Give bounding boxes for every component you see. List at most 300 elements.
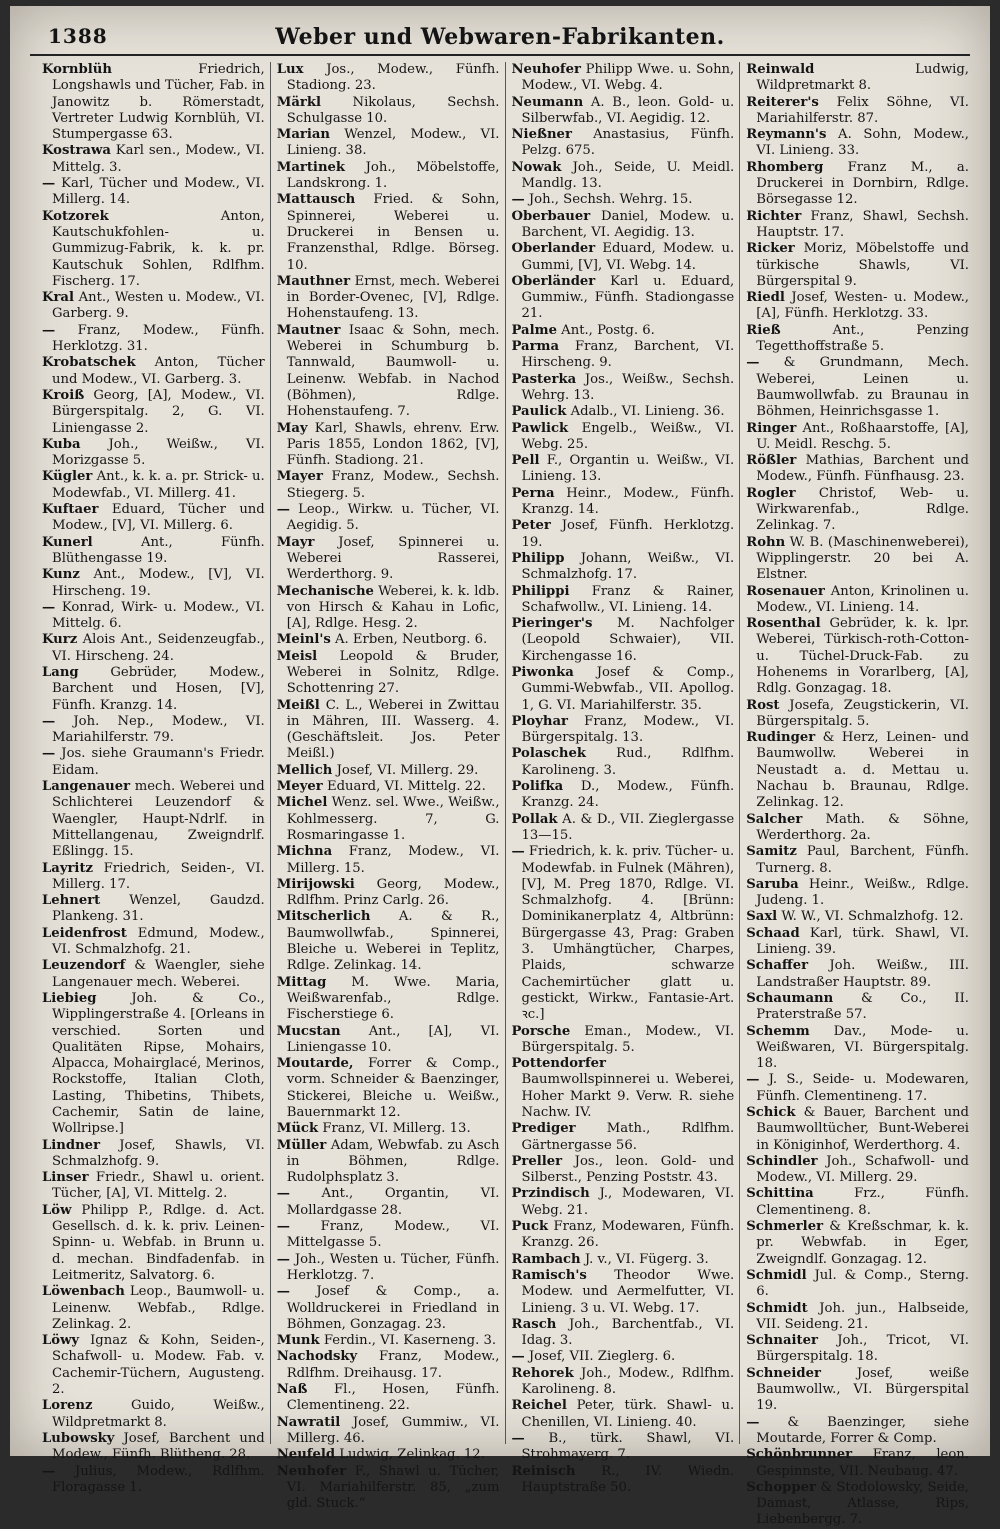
entry-name: Rößler — [746, 453, 797, 469]
entry-details: Joh. Weißw., III. Landstraßer Hauptstr. 89. — [756, 958, 969, 990]
directory-entry — [746, 698, 969, 731]
entry-details: Mathias, Barchent und Modew., Fünfh. Fünfhausg. 23. — [756, 453, 969, 485]
directory-entry — [746, 535, 969, 584]
entry-details: Anton, Kautschukfohlen- u. Gummizug-Fabrik, k. k. pr. Kautschuk Sohlen, Rdlfhm. Fischerg. 17. — [52, 208, 265, 289]
entry-details: Eduard, VI. Mittelg. 22. — [326, 779, 486, 795]
entry-name: Rogler — [746, 485, 796, 501]
entry-details: Franz, VI. Millerg. 13. — [322, 1121, 471, 1137]
entry-details: Friedrich, k. k. priv. Tücher- u. Modewfab. in Fulnek (Mähren), [V], M. Preg 1870, Rdlge. VI. Schmalzhofg. 4. [Brünn: Dominikanerplatz 4, Altbrünn: Bürgergasse 43, Prag: Graben 3. Umhängtücher, Charpes, Plaids, schwarze Cachemirtücher glatt u. gestickt, Wirkw., Fantasie-Art. ꝛc.] — [521, 844, 735, 1023]
entry-name: Schmerler — [746, 1219, 824, 1235]
directory-columns — [36, 62, 974, 1528]
directory-entry — [277, 1056, 500, 1121]
entry-name: Michel — [276, 795, 328, 811]
entry-details: Karl, türk. Shawl, VI. Linieng. 39. — [756, 925, 970, 958]
entry-details: Paul, Barchent, Fünfh. Turnerg. 8. — [756, 844, 969, 876]
directory-entry — [746, 844, 969, 877]
entry-name: Saruba — [746, 876, 799, 892]
entry-name: Rohn — [746, 534, 786, 550]
directory-entry — [512, 1398, 735, 1431]
entry-name: Rosenauer — [746, 583, 825, 599]
entry-details: A. & R., Baumwollwfab., Spinnerei, Bleiche u. Weberei in Teplitz, Rdlge. Zelinkag. 14. — [286, 909, 500, 974]
entry-details: Ferdin., VI. Kaserneng. 3. — [323, 1333, 497, 1349]
directory-entry — [512, 616, 735, 665]
entry-name: — — [746, 1414, 760, 1430]
entry-details: Franz, Modewaren, Fünfh. Kranzg. 26. — [521, 1219, 735, 1251]
entry-name: Lehnert — [42, 893, 101, 909]
entry-details: Gebrüder, k. k. lpr. Weberei, Türkisch-roth-Cotton- u. Tüchel-Druck-Fab. zu Hohenems in Vorarlberg, [A], Rdlg. Gonzagag. 18. — [756, 616, 969, 697]
entry-details: Math., Rdlfhm. Gärtnergasse 56. — [521, 1121, 735, 1153]
directory-entry — [746, 1154, 969, 1187]
entry-name: — — [511, 1349, 525, 1365]
entry-details: & Baenzinger, siehe Moutarde, Forrer & Comp. — [756, 1414, 969, 1446]
entry-details: Dav., Mode- u. Weißwaren, VI. Bürgerspitalg. 18. — [756, 1023, 969, 1072]
entry-name: Nießner — [511, 127, 572, 143]
directory-entry — [42, 632, 265, 665]
entry-details: Joh. & Co., Wipplingerstraße 4. [Orleans in verschied. Sorten und Qualitäten Ripse, Mohairs, Alpacca, Mohairglacé, Merinos, Rockstoffe, Italian Cloth, Lasting, Thibetins, Thibets, Cachemir, Satin de laine, Wollripse.] — [52, 990, 265, 1137]
entry-details: Josef, weiße Baumwollw., VI. Bürgerspital 19. — [756, 1365, 969, 1414]
entry-details: F., Organtin u. Weißw., VI. Linieng. 13. — [521, 453, 735, 485]
directory-entry — [512, 160, 735, 193]
entry-name: Ramisch's — [511, 1267, 587, 1283]
entry-details: Adalb., VI. Linieng. 36. — [570, 404, 725, 420]
entry-details: Edmund, Modew., VI. Schmalzhofg. 21. — [52, 925, 265, 958]
entry-details: W. W., VI. Schmalzhofg. 12. — [781, 909, 964, 925]
entry-name: — — [42, 322, 56, 338]
entry-details: Eduard, Modew. u. Gummi, [V], VI. Webg. 14. — [521, 241, 735, 273]
directory-entry — [746, 812, 969, 845]
entry-name: Lorenz — [42, 1398, 93, 1414]
directory-entry — [277, 127, 500, 160]
directory-entry — [42, 714, 265, 747]
directory-entry — [42, 1170, 265, 1203]
entry-name: Lindner — [42, 1137, 101, 1153]
entry-name: Mucstan — [276, 1023, 341, 1039]
entry-details: Joh., Tricot, VI. Bürgerspitalg. 18. — [756, 1333, 969, 1365]
entry-name: Oberbauer — [511, 208, 591, 224]
directory-entry — [746, 1366, 969, 1415]
directory-entry — [277, 649, 500, 698]
entry-details: Georg, Modew., Rdlfhm. Prinz Carlg. 26. — [286, 876, 500, 909]
page-header — [30, 20, 970, 56]
entry-name: Richter — [746, 208, 802, 224]
entry-name: Langenauer — [42, 779, 131, 795]
directory-entry — [746, 730, 969, 811]
entry-details: Joh., Weißw., VI. Morizgasse 5. — [52, 436, 265, 469]
directory-entry — [277, 1284, 500, 1333]
entry-name: Rehorek — [511, 1365, 574, 1381]
entry-details: Leop., Baumwoll- u. Leinenw. Webfab., Rdlge. Zelinkag. 2. — [52, 1284, 265, 1332]
directory-entry — [746, 877, 969, 910]
entry-name: Polifka — [511, 779, 564, 795]
directory-entry — [746, 127, 969, 160]
directory-entry — [512, 127, 735, 160]
entry-details: A. Erben, Neutborg. 6. — [335, 632, 488, 648]
entry-details: Jul. & Comp., Sterng. 6. — [756, 1267, 969, 1300]
entry-details: Konrad, Wirk- u. Modew., VI. Mittelg. 6. — [52, 599, 265, 632]
entry-name: Mauthner — [276, 273, 351, 289]
directory-entry — [42, 958, 265, 991]
entry-name: — — [276, 1186, 290, 1202]
directory-entry — [42, 600, 265, 633]
entry-details: Julius, Modew., Rdlfhm. Floragasse 1. — [52, 1463, 265, 1495]
entry-name: Meißl — [276, 697, 320, 713]
entry-name: Linser — [42, 1170, 89, 1186]
directory-entry — [42, 1464, 265, 1497]
directory-entry — [512, 372, 735, 405]
entry-name: Przindisch — [511, 1186, 590, 1202]
entry-name: Schindler — [746, 1153, 818, 1169]
directory-entry — [277, 779, 500, 795]
directory-entry — [42, 567, 265, 600]
entry-details: Josef & Comp., Gummi-Webwfab., VII. Apollog. 1, G. VI. Mariahilferstr. 35. — [521, 664, 735, 713]
entry-name: Oberlander — [511, 241, 596, 257]
entry-name: — — [42, 1463, 56, 1479]
entry-name: Pieringer's — [511, 616, 593, 632]
entry-details: Franz, Modew., Fünfh. Herklotzg. 31. — [52, 322, 265, 355]
entry-name: — — [511, 192, 525, 208]
entry-name: Neufeld — [276, 1447, 336, 1463]
entry-details: Jos., Modew., Fünfh. Stadiong. 23. — [286, 62, 500, 94]
directory-entry — [512, 323, 735, 339]
directory-entry — [746, 1024, 969, 1073]
directory-entry — [277, 469, 500, 502]
entry-name: Mechanische — [276, 583, 374, 599]
entry-name: Mück — [276, 1121, 319, 1137]
entry-name: Ricker — [746, 241, 795, 257]
entry-details: Guido, Weißw., Wildpretmarkt 8. — [52, 1398, 265, 1430]
entry-name: Löwenbach — [42, 1284, 125, 1300]
entry-details: J. S., Seide- u. Modewaren, Fünfh. Clementineng. 17. — [756, 1072, 969, 1104]
entry-name: Lux — [276, 62, 304, 77]
entry-name: Kuftaer — [42, 502, 99, 518]
entry-details: Anton, Krinolinen u. Modew., VI. Linieng. 14. — [756, 583, 969, 615]
directory-entry — [512, 551, 735, 584]
entry-details: D., Modew., Fünfh. Kranzg. 24. — [521, 779, 735, 811]
directory-entry — [746, 584, 969, 617]
directory-entry — [746, 958, 969, 991]
entry-details: Ant., Postg. 6. — [561, 322, 655, 338]
entry-details: Heinr., Weißw., Rdlge. Judeng. 1. — [756, 876, 969, 909]
entry-name: Reinisch — [511, 1463, 576, 1479]
entry-name: — — [276, 1251, 290, 1267]
directory-entry — [746, 1415, 969, 1448]
directory-entry — [42, 893, 265, 926]
directory-entry — [512, 1317, 735, 1350]
directory-entry — [746, 62, 969, 95]
entry-name: Prediger — [511, 1121, 576, 1137]
entry-name: — — [276, 502, 290, 518]
directory-entry — [746, 1105, 969, 1154]
directory-entry — [512, 665, 735, 714]
directory-entry — [42, 290, 265, 323]
entry-name: Palme — [511, 322, 557, 338]
entry-details: Friedr., Shawl u. orient. Tücher, [A], VI. Mittelg. 2. — [52, 1170, 265, 1202]
entry-details: Weberei, k. k. ldb. von Hirsch & Kahau in Lofic, [A], Rdlge. Hesg. 2. — [286, 583, 500, 632]
entry-name: Meyer — [276, 779, 323, 795]
entry-name: — — [42, 713, 56, 729]
directory-entry — [42, 143, 265, 176]
directory-entry — [277, 877, 500, 910]
directory-entry — [277, 1447, 500, 1463]
entry-details: Eduard, Tücher und Modew., [V], VI. Millerg. 6. — [52, 502, 265, 534]
entry-name: Schaffer — [746, 958, 809, 974]
entry-details: Gebrüder, Modew., Barchent und Hosen, [V], Fünfh. Kranzg. 14. — [52, 664, 265, 713]
entry-details: Joh., Sechsh. Wehrg. 15. — [528, 192, 693, 208]
directory-entry — [277, 1415, 500, 1448]
entry-name: Riedl — [746, 290, 785, 306]
entry-name: Peter — [511, 518, 551, 534]
entry-name: Schnaiter — [746, 1333, 818, 1349]
entry-name: Reymann's — [746, 127, 827, 143]
entry-details: Joh. jun., Halbseide, VII. Seideng. 21. — [756, 1300, 969, 1332]
entry-name: Ringer — [746, 420, 797, 436]
entry-name: Neuhofer — [511, 62, 581, 77]
entry-name: Rosenthal — [746, 616, 821, 632]
directory-entry — [512, 584, 735, 617]
entry-name: Puck — [511, 1219, 549, 1235]
entry-details: Franz, Modew., VI. Bürgerspitalg. 13. — [521, 713, 735, 746]
entry-name: Reinwald — [746, 62, 815, 77]
directory-entry — [277, 795, 500, 844]
directory-entry — [746, 209, 969, 242]
directory-entry — [277, 421, 500, 470]
directory-entry — [42, 1203, 265, 1284]
entry-details: R., IV. Wiedn. Hauptstraße 50. — [521, 1463, 735, 1495]
entry-details: Josef, Shawls, VI. Schmalzhofg. 9. — [52, 1137, 265, 1169]
entry-details: Engelb., Weißw., VI. Webg. 25. — [521, 420, 735, 452]
entry-name: Preller — [511, 1153, 563, 1169]
entry-name: Nowak — [511, 159, 562, 175]
directory-entry — [42, 388, 265, 437]
entry-details: Joh., Barchentfab., VI. Idag. 3. — [521, 1316, 735, 1349]
entry-details: J. v., VI. Fügerg. 3. — [584, 1251, 709, 1267]
directory-entry — [512, 1366, 735, 1399]
entry-details: C. L., Weberei in Zwittau in Mähren, III. Wasserg. 4. (Geschäftsleit. Jos. Peter Meißl.) — [286, 697, 500, 762]
entry-name: Schemm — [746, 1023, 810, 1039]
directory-entry — [512, 486, 735, 519]
entry-details: F., Shawl u. Tücher, VI. Mariahilferstr. 85, „zum gld. Stuck.“ — [286, 1463, 500, 1512]
entry-details: & Herz, Leinen- und Baumwollw. Weberei in Neustadt a. d. Mettau u. Nachau b. Braunau, Rdlge. Zelinkag. 12. — [756, 730, 969, 811]
entry-details: & Kreßschmar, k. k. pr. Webwfab. in Eger, Zweigndlf. Gonzagag. 12. — [756, 1219, 969, 1267]
entry-name: Martinek — [276, 159, 346, 175]
directory-entry — [512, 421, 735, 454]
entry-name: Oberländer — [511, 273, 596, 289]
entry-name: — — [42, 599, 56, 615]
entry-details: Josefa, Zeugstickerin, VI. Bürgerspitalg. 5. — [756, 697, 969, 729]
entry-details: Friedrich, Longshawls und Tücher, Fab. in Janowitz b. Römerstadt, Vertreter Ludwig Kornblüh, VI. Stumpergasse 63. — [52, 62, 265, 143]
entry-details: Jos. siehe Graumann's Friedr. Eidam. — [52, 746, 265, 778]
entry-name: Rost — [746, 697, 780, 713]
directory-entry — [512, 209, 735, 242]
directory-entry — [746, 909, 969, 925]
entry-details: B., türk. Shawl, VI. Strohmayerg. 7. — [521, 1430, 735, 1463]
directory-entry — [277, 160, 500, 193]
entry-name: Schaad — [746, 925, 800, 941]
directory-entry — [746, 453, 969, 486]
entry-name: May — [276, 420, 308, 436]
entry-name: Meinl's — [276, 632, 331, 648]
entry-name: Müller — [276, 1137, 327, 1153]
entry-details: Heinr., Modew., Fünfh. Kranzg. 14. — [521, 485, 735, 518]
entry-details: Jos., leon. Gold- und Silberst., Penzing Poststr. 43. — [521, 1153, 735, 1186]
entry-details: Isaac & Sohn, mech. Weberei in Schumburg b. Tannwald, Baumwoll- u. Leinenw. Webfab. in Nachod (Böhmen), Rdlge. Hohenstaufeng. 7. — [286, 322, 500, 420]
directory-page — [10, 6, 990, 1528]
entry-details: A. B., leon. Gold- u. Silberwfab., VI. Aegidig. 12. — [521, 94, 735, 126]
directory-entry — [512, 1219, 735, 1252]
entry-details: Friedrich, Seiden-, VI. Millerg. 17. — [52, 860, 265, 892]
directory-entry — [277, 844, 500, 877]
directory-entry — [42, 1138, 265, 1171]
entry-name: Krobatschek — [42, 355, 136, 371]
directory-entry — [512, 339, 735, 372]
directory-entry — [277, 1219, 500, 1252]
entry-name: Liebieg — [42, 990, 97, 1006]
entry-details: Rud., Rdlfhm. Karolineng. 3. — [521, 746, 735, 778]
entry-details: Karl u. Eduard, Gummiw., Fünfh. Stadiongasse 21. — [521, 273, 735, 322]
entry-details: Moriz, Möbelstoffe und türkische Shawls, VI. Bürgerspital 9. — [756, 241, 969, 289]
directory-entry — [512, 1268, 735, 1317]
entry-name: Märkl — [276, 94, 321, 110]
directory-entry — [746, 991, 969, 1024]
entry-name: Leidenfrost — [42, 925, 127, 941]
directory-entry — [746, 160, 969, 209]
entry-details: Peter, türk. Shawl- u. Chenillen, VI. Linieng. 40. — [521, 1398, 735, 1430]
entry-details: Adam, Webwfab. zu Asch in Böhmen, Rdlge. Rudolphsplatz 3. — [286, 1137, 500, 1186]
entry-details: Franz M., a. Druckerei in Dornbirn, Rdlge. Börsegasse 12. — [756, 159, 969, 208]
entry-details: Philipp Wwe. u. Sohn, Modew., VI. Webg. 4. — [521, 62, 735, 94]
entry-details: A. Sohn, Modew., VI. Linieng. 33. — [756, 127, 969, 159]
entry-details: Ignaz & Kohn, Seiden-, Schafwoll- u. Modew. Fab. v. Cachemir-Tüchern, Augusteng. 2. — [52, 1333, 265, 1398]
directory-column-2 — [270, 62, 505, 1512]
entry-name: Schönbrunner — [746, 1447, 853, 1463]
directory-entry — [277, 95, 500, 128]
entry-details: Nikolaus, Sechsh. Schulgasse 10. — [286, 94, 500, 126]
entry-details: Math. & Söhne, Werderthorg. 2a. — [756, 811, 969, 843]
directory-entry — [512, 518, 735, 551]
entry-name: Kroiß — [42, 387, 85, 403]
entry-details: Forrer & Comp., vorm. Schneider & Baenzinger, Stickerei, Bleiche u. Weißw., Bauernmarkt 12. — [286, 1056, 500, 1120]
entry-name: Rasch — [511, 1316, 557, 1332]
entry-name: Saxl — [746, 909, 778, 925]
entry-name: Marian — [276, 127, 330, 143]
entry-name: Mirijowski — [276, 876, 355, 892]
directory-entry — [42, 176, 265, 209]
directory-entry — [512, 779, 735, 812]
entry-name: Nawratil — [276, 1414, 341, 1430]
directory-entry — [512, 404, 735, 420]
entry-details: Ernst, mech. Weberei in Border-Ovenec, [V], Rdlge. Hohenstaufeng. 13. — [286, 273, 500, 322]
directory-entry — [746, 616, 969, 697]
entry-details: Anton, Tücher und Modew., VI. Garberg. 3. — [52, 355, 265, 387]
entry-name: Mautner — [276, 322, 341, 338]
directory-entry — [746, 1301, 969, 1334]
directory-entry — [42, 323, 265, 356]
directory-entry — [277, 323, 500, 421]
directory-column-4 — [739, 62, 974, 1528]
entry-name: Polaschek — [511, 746, 586, 762]
directory-entry — [512, 62, 735, 95]
directory-entry — [277, 274, 500, 323]
entry-details: & Grundmann, Mech. Weberei, Leinen u. Baumwollwfab. zu Braunau in Böhmen, Heinrichsgasse 1. — [756, 355, 969, 420]
entry-name: Kostrawa — [42, 143, 111, 159]
directory-entry — [42, 665, 265, 714]
entry-details: Fl., Hosen, Fünfh. Clementineng. 22. — [286, 1382, 500, 1414]
entry-name: Perna — [511, 485, 555, 501]
entry-details: Josef, Fünfh. Herklotzg. 19. — [521, 518, 735, 550]
entry-details: Franz, Barchent, VI. Hirscheng. 9. — [521, 339, 735, 371]
entry-details: M. Nachfolger (Leopold Schwaier), VII. Kirchengasse 16. — [521, 616, 735, 664]
entry-name: Reichel — [511, 1398, 567, 1414]
directory-entry — [746, 290, 969, 323]
directory-entry — [277, 1349, 500, 1382]
entry-details: Fried. & Sohn, Spinnerei, Weberei u. Druckerei in Bensen u. Franzensthal, Rdlge. Börseg. 10. — [286, 192, 500, 273]
entry-name: Schopper — [746, 1479, 816, 1495]
directory-entry — [512, 1121, 735, 1154]
directory-entry — [277, 1464, 500, 1513]
entry-details: Joh., Modew., Rdlfhm. Karolineng. 8. — [521, 1365, 735, 1398]
entry-details: Wenzel, Gaudzd. Plankeng. 31. — [52, 893, 265, 925]
directory-entry — [512, 1056, 735, 1121]
entry-name: Porsche — [511, 1023, 571, 1039]
entry-name: Piwonka — [511, 664, 574, 680]
entry-name: Löw — [42, 1202, 72, 1218]
entry-details: Josef, Westen- u. Modew., [A], Fünfh. Herklotzg. 33. — [756, 290, 969, 322]
entry-details: Georg, [A], Modew., VI. Bürgerspitalg. 2, G. VI. Liniengasse 2. — [52, 387, 265, 436]
directory-entry — [746, 1186, 969, 1219]
entry-name: — — [42, 176, 56, 192]
entry-name: Parma — [511, 339, 560, 355]
directory-entry — [42, 469, 265, 502]
entry-name: Kornblüh — [42, 62, 112, 77]
entry-details: & Co., II. Praterstraße 57. — [756, 990, 969, 1023]
entry-details: Joh., Möbelstoffe, Landskrong. 1. — [286, 159, 500, 192]
directory-entry — [277, 1382, 500, 1415]
entry-details: Ludwig, Zelinkag. 12. — [339, 1447, 485, 1463]
entry-name: — — [511, 844, 525, 860]
entry-details: Leop., Wirkw. u. Tücher, VI. Aegidig. 5. — [286, 502, 500, 534]
entry-name: Pottendorfer — [511, 1056, 606, 1072]
directory-entry — [42, 926, 265, 959]
directory-entry — [746, 1219, 969, 1268]
directory-entry — [746, 926, 969, 959]
directory-entry — [512, 192, 735, 208]
directory-entry — [512, 453, 735, 486]
entry-details: Jos., Weißw., Sechsh. Wehrg. 13. — [521, 371, 735, 403]
entry-name: Schmidt — [746, 1300, 808, 1316]
directory-entry — [277, 632, 500, 648]
entry-name: Lubowsky — [42, 1430, 115, 1446]
entry-name: Mayer — [276, 469, 323, 485]
directory-entry — [512, 1349, 735, 1365]
entry-details: Joh. Nep., Modew., VI. Mariahilferstr. 79. — [52, 713, 265, 746]
entry-details: Ludwig, Wildpretmarkt 8. — [756, 62, 969, 94]
entry-details: Ant., k. k. a. pr. Strick- u. Modewfab., VI. Millerg. 41. — [52, 469, 265, 501]
directory-entry — [746, 1072, 969, 1105]
entry-name: Mayr — [276, 534, 315, 550]
directory-entry — [42, 535, 265, 568]
entry-name: — — [746, 355, 760, 371]
directory-entry — [277, 502, 500, 535]
entry-name: Rambach — [511, 1251, 581, 1267]
entry-name: Naß — [276, 1382, 308, 1398]
entry-name: Leuzendorf — [42, 958, 126, 974]
directory-entry — [746, 1333, 969, 1366]
entry-details: Ant., Modew., [V], VI. Hirscheng. 19. — [52, 567, 265, 599]
directory-entry — [42, 1431, 265, 1464]
entry-details: Wenzel, Modew., VI. Linieng. 38. — [286, 127, 500, 159]
entry-name: — — [276, 1219, 290, 1235]
entry-name: Michna — [276, 844, 333, 860]
